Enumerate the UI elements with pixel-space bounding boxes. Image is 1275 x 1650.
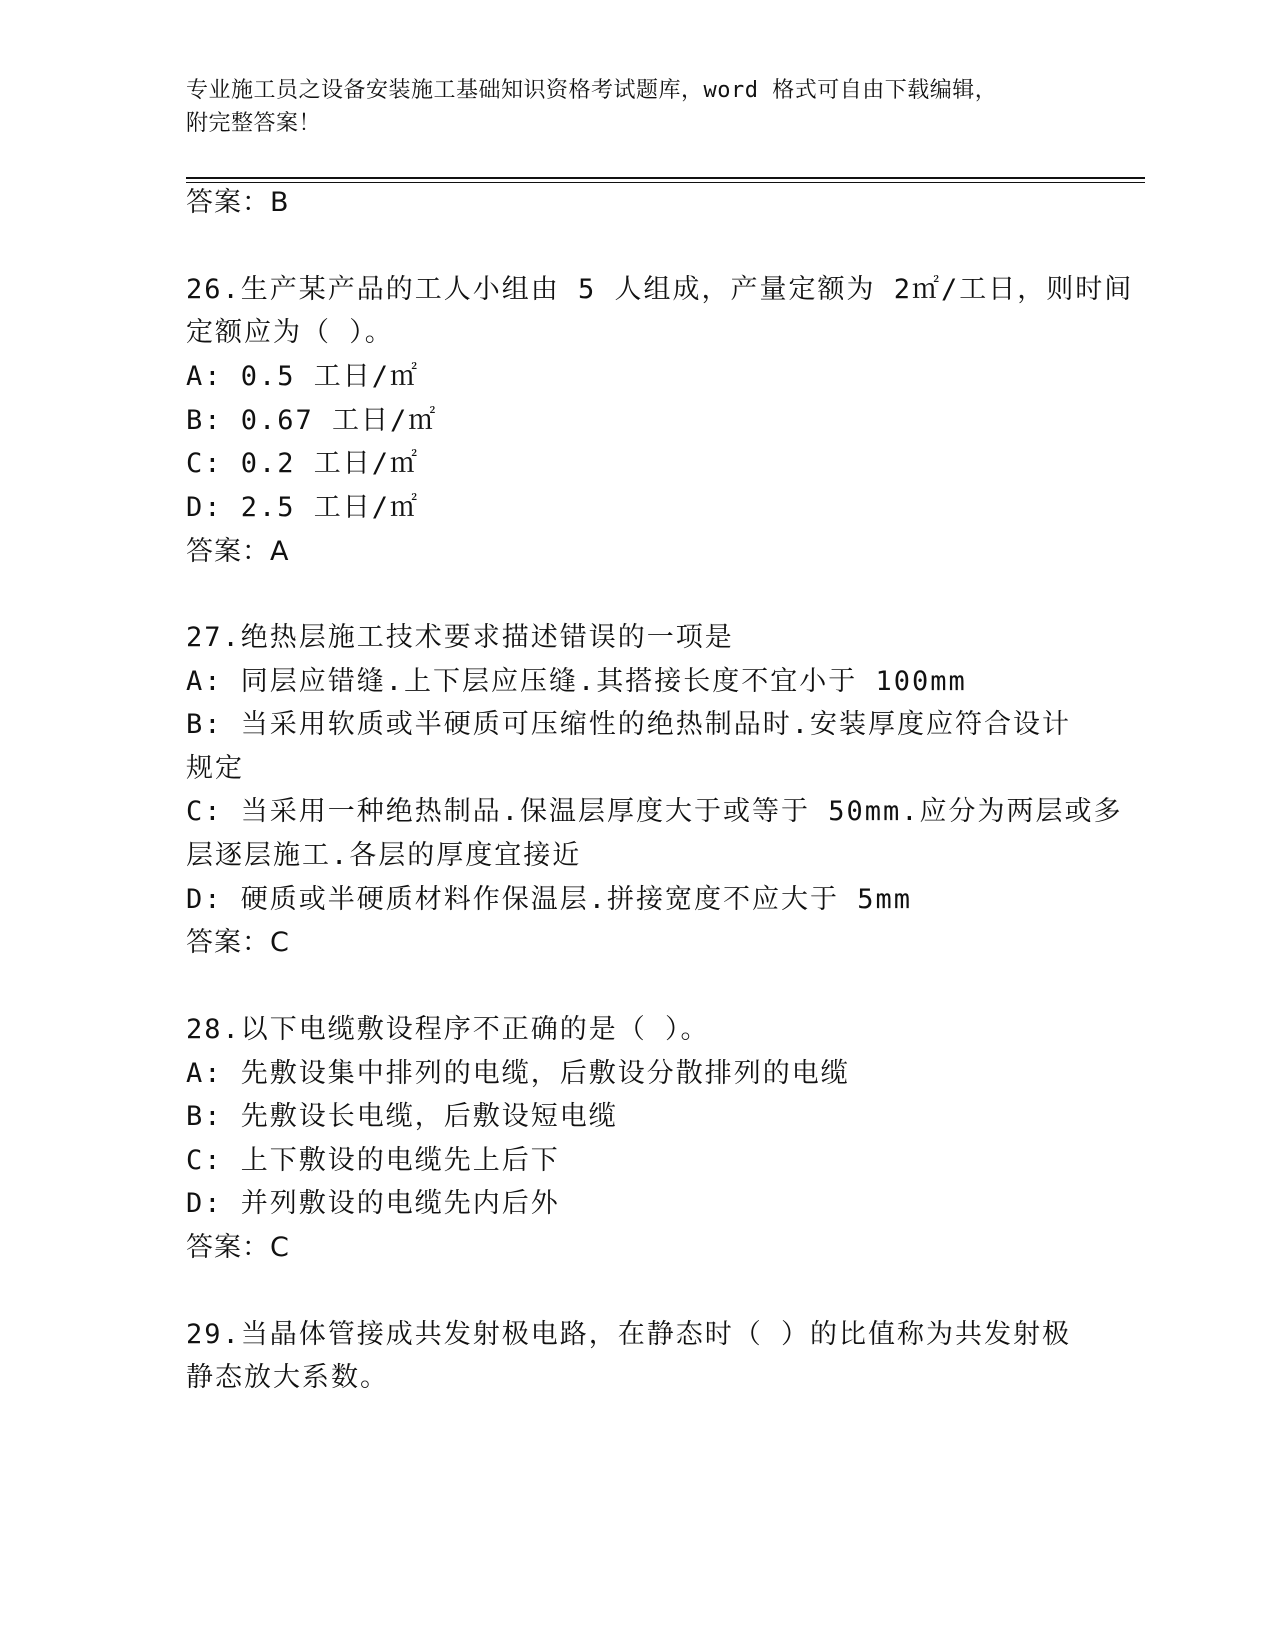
document-header (186, 74, 1086, 140)
header-line-2: 附完整答案！ (186, 111, 322, 136)
question-27-stem-line-1: 27.绝热层施工技术要求描述错误的一项是 (186, 622, 734, 653)
question-27-answer: 答案：C (186, 927, 290, 958)
question-28-option-b: B: 先敷设长电缆，后敷设短电缆 (186, 1101, 618, 1132)
question-27-option-b-line-2: 规定 (186, 753, 244, 784)
question-27-option-d: D: 硬质或半硬质材料作保温层.拼接宽度不应大于 5mm (186, 884, 913, 915)
header-line-1: 专业施工员之设备安装施工基础知识资格考试题库，word 格式可自由下载编辑， (186, 78, 998, 103)
question-29-stem-line-2: 静态放大系数。 (186, 1362, 389, 1393)
question-28-stem-line-1: 28.以下电缆敷设程序不正确的是（ ）。 (186, 1014, 710, 1045)
question-26-answer: 答案：A (186, 536, 290, 567)
question-28-option-d: D: 并列敷设的电缆先内后外 (186, 1188, 560, 1219)
question-28-answer: 答案：C (186, 1232, 290, 1263)
question-28-option-a: A: 先敷设集中排列的电缆，后敷设分散排列的电缆 (186, 1058, 850, 1089)
question-29-stem-line-1: 29.当晶体管接成共发射极电路，在静态时（ ）的比值称为共发射极 (186, 1319, 1072, 1350)
header-divider-thin (186, 182, 1145, 183)
question-27-option-c-line-2: 层逐层施工.各层的厚度宜接近 (186, 840, 582, 871)
question-27-option-c-line-1: C: 当采用一种绝热制品.保温层厚度大于或等于 50mm.应分为两层或多 (186, 796, 1123, 827)
question-27-option-b-line-1: B: 当采用软质或半硬质可压缩性的绝热制品时.安装厚度应符合设计 (186, 709, 1072, 740)
question-26-option-a: A: 0.5 工日/㎡ (186, 361, 420, 392)
question-26-stem-line-1: 26.生产某产品的工人小组由 5 人组成，产量定额为 2㎡/工日，则时间 (186, 274, 1134, 305)
question-28-option-c: C: 上下敷设的电缆先上后下 (186, 1145, 560, 1176)
previous-answer: 答案：B (186, 187, 290, 218)
question-26-option-c: C: 0.2 工日/㎡ (186, 448, 420, 479)
header-divider-thick (186, 177, 1145, 179)
question-26-stem-line-2: 定额应为（ ）。 (186, 317, 394, 348)
question-26-option-d: D: 2.5 工日/㎡ (186, 492, 420, 523)
question-26-option-b: B: 0.67 工日/㎡ (186, 405, 438, 436)
question-27-option-a: A: 同层应错缝.上下层应压缝.其搭接长度不宜小于 100mm (186, 666, 967, 697)
